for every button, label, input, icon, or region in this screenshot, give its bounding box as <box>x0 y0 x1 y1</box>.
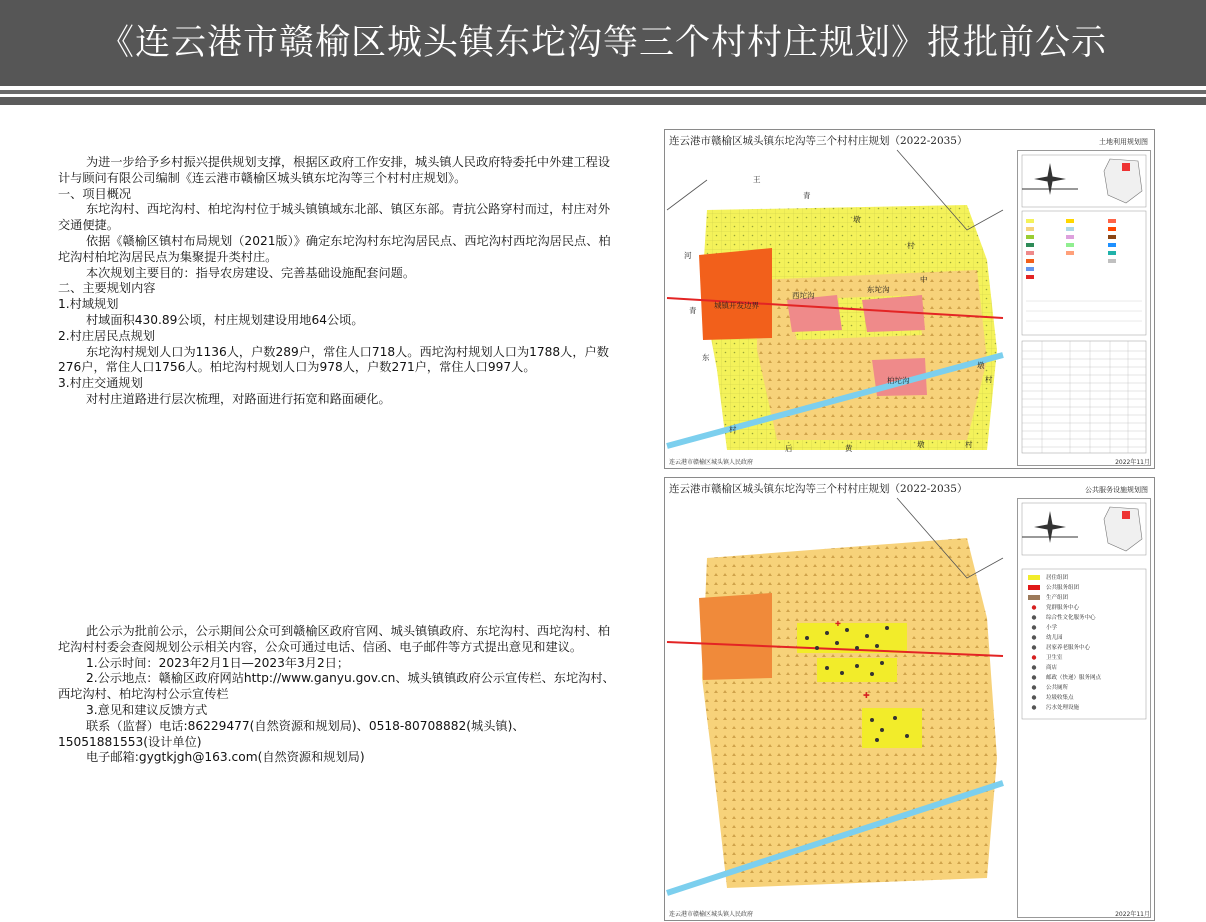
label-cun: 村 <box>965 440 973 449</box>
intro-paragraph: 东坨沟村、西坨沟村、柏坨沟村位于城头镇镇域东北部、镇区东部。青抗公路穿村而过，村庄对外交通便捷。 <box>58 202 611 233</box>
map-footer-org: 连云港市赣榆区城头镇人民政府 <box>669 459 754 466</box>
header-stripe <box>0 90 1206 94</box>
intro-paragraph: 本次规划主要目的：指导农房建设、完善基础设施配套问题。 <box>86 265 416 280</box>
label-hou: 后 <box>785 444 793 453</box>
map-footer-date: 2022年11月 <box>1115 459 1150 466</box>
legend-swatch <box>1032 685 1036 689</box>
legend-swatch <box>1032 635 1036 639</box>
legend-swatch <box>1032 655 1036 659</box>
legend-swatch <box>1032 675 1036 679</box>
subsection-heading: 1.村域规划 <box>58 297 119 312</box>
legend-swatch <box>1032 615 1036 619</box>
legend-swatch <box>1028 575 1040 580</box>
village-xituogou <box>787 295 842 332</box>
notice-text <box>58 624 618 766</box>
legend-swatch <box>1032 695 1036 699</box>
notice-item: 电子邮箱:gygtkjgh@163.com(自然资源和规划局) <box>86 750 365 765</box>
legend-swatch <box>1032 705 1036 709</box>
legend-label: 党群服务中心 <box>1046 605 1080 611</box>
section-heading: 一、项目概况 <box>58 186 132 201</box>
map-subtitle: 公共服务设施规划图 <box>1085 486 1148 494</box>
label-dun: 墩 <box>853 215 861 224</box>
intro-paragraph: 依据《赣榆区镇村布局规划（2021版）》确定东坨沟村东坨沟居民点、西坨沟村西坨沟居民点、柏坨沟村柏坨沟居民点为集聚提升类村庄。 <box>58 233 611 264</box>
legend-label: 生产组团 <box>1046 595 1069 601</box>
intro-text <box>58 155 618 408</box>
legend-label: 居家养老服务中心 <box>1046 645 1091 651</box>
subsection-heading: 3.村庄交通规划 <box>58 376 143 391</box>
label-he: 河 <box>684 251 692 260</box>
label-wang: 王 <box>753 175 761 184</box>
header-banner <box>0 0 1206 86</box>
legend-label: 卫生室 <box>1046 655 1063 661</box>
legend-label: 垃圾收集点 <box>1046 695 1074 701</box>
content-area <box>0 105 1206 918</box>
notice-item: 3.意见和建议反馈方式 <box>86 702 208 717</box>
legend-swatch <box>1028 585 1040 590</box>
intro-paragraph: 对村庄道路进行层次梳理，对路面进行拓宽和路面硬化。 <box>86 391 391 406</box>
residential-cluster <box>817 658 897 682</box>
intro-paragraph: 为进一步给予乡村振兴提供规划支撑，根据区政府工作安排，城头镇人民政府特委托中外建工程设计与顾问有限公司编制《连云港市赣榆区城头镇东坨沟等三个村村庄规划》。 <box>58 155 611 185</box>
legend-swatch <box>1032 665 1036 669</box>
label-dun: 墩 <box>917 440 925 449</box>
town-boundary-area <box>699 593 772 680</box>
label-cun: 村 <box>985 375 993 384</box>
label-huang: 黄 <box>845 444 853 453</box>
legend-label: 综合性文化服务中心 <box>1046 615 1096 621</box>
map-title: 连云港市赣榆区城头镇东坨沟等三个村村庄规划（2022-2035） <box>669 483 968 495</box>
notice-item: 1.公示时间：2023年2月1日—2023年3月2日； <box>86 655 350 670</box>
label-qing: 青 <box>803 191 811 200</box>
legend-label: 公共服务组团 <box>1046 585 1080 591</box>
label-dun: 墩 <box>977 361 985 370</box>
map-title: 连云港市赣榆区城头镇东坨沟等三个村村庄规划（2022-2035） <box>669 135 968 147</box>
label-dong: 东 <box>702 353 710 362</box>
label-xituogou: 西坨沟 <box>792 291 815 300</box>
legend-swatch <box>1032 605 1036 609</box>
legend-label: 居住组团 <box>1046 575 1069 581</box>
label-qing: 青 <box>689 306 697 315</box>
notice-item: 联系（监督）电话:86229477(自然资源和规划局)、0518-80708882(城头镇)、15051881553(设计单位) <box>58 718 525 749</box>
legend-label: 商店 <box>1046 665 1058 671</box>
legend-label: 公共厕所 <box>1046 685 1069 691</box>
intro-paragraph: 东坨沟村规划人口为1136人，户数289户，常住人口718人。西坨沟村规划人口为1788人，户数276户，常住人口1756人。柏坨沟村规划人口为978人，户数271户，常住人口997人。 <box>58 344 609 375</box>
legend-swatch <box>1032 645 1036 649</box>
legend-label: 污水处理设施 <box>1046 705 1080 711</box>
residential-cluster <box>862 708 922 748</box>
label-town: 城镇开发边界 <box>714 301 759 310</box>
legend-label: 幼儿园 <box>1046 635 1063 641</box>
medical-cross-icon: ✚ <box>835 620 841 628</box>
label-dongtuogou: 东坨沟 <box>867 285 890 294</box>
subsection-heading: 2.村庄居民点规划 <box>58 328 155 343</box>
map-footer-org: 连云港市赣榆区城头镇人民政府 <box>669 911 754 918</box>
legend-label: 小学 <box>1046 625 1058 631</box>
map-legend-panel <box>1017 498 1151 918</box>
legend-swatch <box>1028 595 1040 600</box>
notice-item: 2.公示地点：赣榆区政府网站http://www.ganyu.gov.cn、城头镇镇政府公示宣传栏、东坨沟村、西坨沟村、柏坨沟村公示宣传栏 <box>58 671 615 702</box>
public-service-map <box>664 477 1155 921</box>
header-stripe-thick <box>0 97 1206 105</box>
map-legend-panel <box>1017 150 1151 466</box>
map-footer-date: 2022年11月 <box>1115 911 1150 918</box>
land-use-map <box>664 129 1155 469</box>
label-zhong: 中 <box>920 275 928 284</box>
notice-paragraph: 此公示为批前公示，公示期间公众可到赣榆区政府官网、城头镇镇政府、东坨沟村、西坨沟村、柏坨沟村村委会查阅规划公示相关内容，公众可通过电话、信函、电子邮件等方式提出意见和建议。 <box>58 624 611 654</box>
legend-swatch <box>1032 625 1036 629</box>
label-cun: 村 <box>907 241 915 250</box>
map-image <box>667 498 1003 918</box>
legend-label: 邮政（快递）服务网点 <box>1046 675 1102 681</box>
intro-paragraph: 村域面积430.89公顷，村庄规划建设用地64公顷。 <box>86 312 364 327</box>
section-heading: 二、主要规划内容 <box>58 281 156 296</box>
map-image <box>667 150 1003 466</box>
medical-cross-icon: ✚ <box>863 691 870 700</box>
label-cun: 村 <box>729 425 737 434</box>
page-title: 《连云港市赣榆区城头镇东坨沟等三个村村庄规划》报批前公示 <box>98 23 1107 63</box>
map-subtitle: 土地利用规划图 <box>1099 138 1148 146</box>
town-boundary-area <box>699 248 772 340</box>
label-baituogou: 柏坨沟 <box>887 376 910 385</box>
